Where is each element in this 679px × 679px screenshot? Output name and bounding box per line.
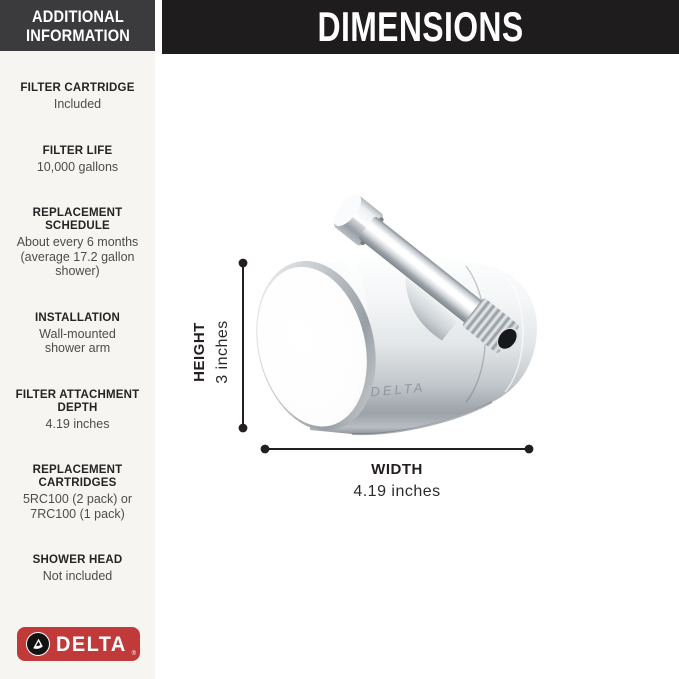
width-label: WIDTH bbox=[371, 461, 423, 478]
body-brand-mark: DELTA bbox=[369, 379, 426, 400]
spec-label: FILTER ATTACHMENT DEPTH bbox=[15, 388, 140, 414]
spec-label: INSTALLATION bbox=[34, 311, 121, 324]
spec-value: 5RC100 (2 pack) or 7RC100 (1 pack) bbox=[22, 492, 133, 521]
width-value: 4.19 inches bbox=[353, 483, 441, 500]
width-annotation bbox=[261, 445, 534, 500]
page-title: DIMENSIONS bbox=[317, 3, 524, 50]
spec-label: FILTER CARTRIDGE bbox=[20, 82, 135, 94]
height-value: 3 inches bbox=[214, 320, 231, 384]
spec-value: 10,000 gallons bbox=[36, 159, 119, 174]
spec-label: REPLACEMENT SCHEDULE bbox=[32, 207, 123, 232]
spec-value: Included bbox=[53, 97, 102, 111]
spec-value: Wall-mounted shower arm bbox=[39, 326, 116, 355]
height-annotation bbox=[191, 259, 247, 433]
spec-value: 4.19 inches bbox=[45, 416, 110, 431]
delta-logo-text: DELTA bbox=[56, 632, 127, 656]
registered-trademark-icon: ® bbox=[131, 651, 136, 657]
height-label: HEIGHT bbox=[191, 322, 208, 382]
spec-label: SHOWER HEAD bbox=[32, 554, 123, 566]
spec-label: REPLACEMENT CARTRIDGES bbox=[32, 464, 123, 489]
spec-value: Not included bbox=[42, 569, 113, 583]
sidebar-header-title: ADDITIONAL INFORMATION bbox=[25, 6, 130, 45]
spec-value: About every 6 months (average 17.2 gallon shower) bbox=[16, 235, 139, 278]
spec-label: FILTER LIFE bbox=[42, 144, 113, 157]
